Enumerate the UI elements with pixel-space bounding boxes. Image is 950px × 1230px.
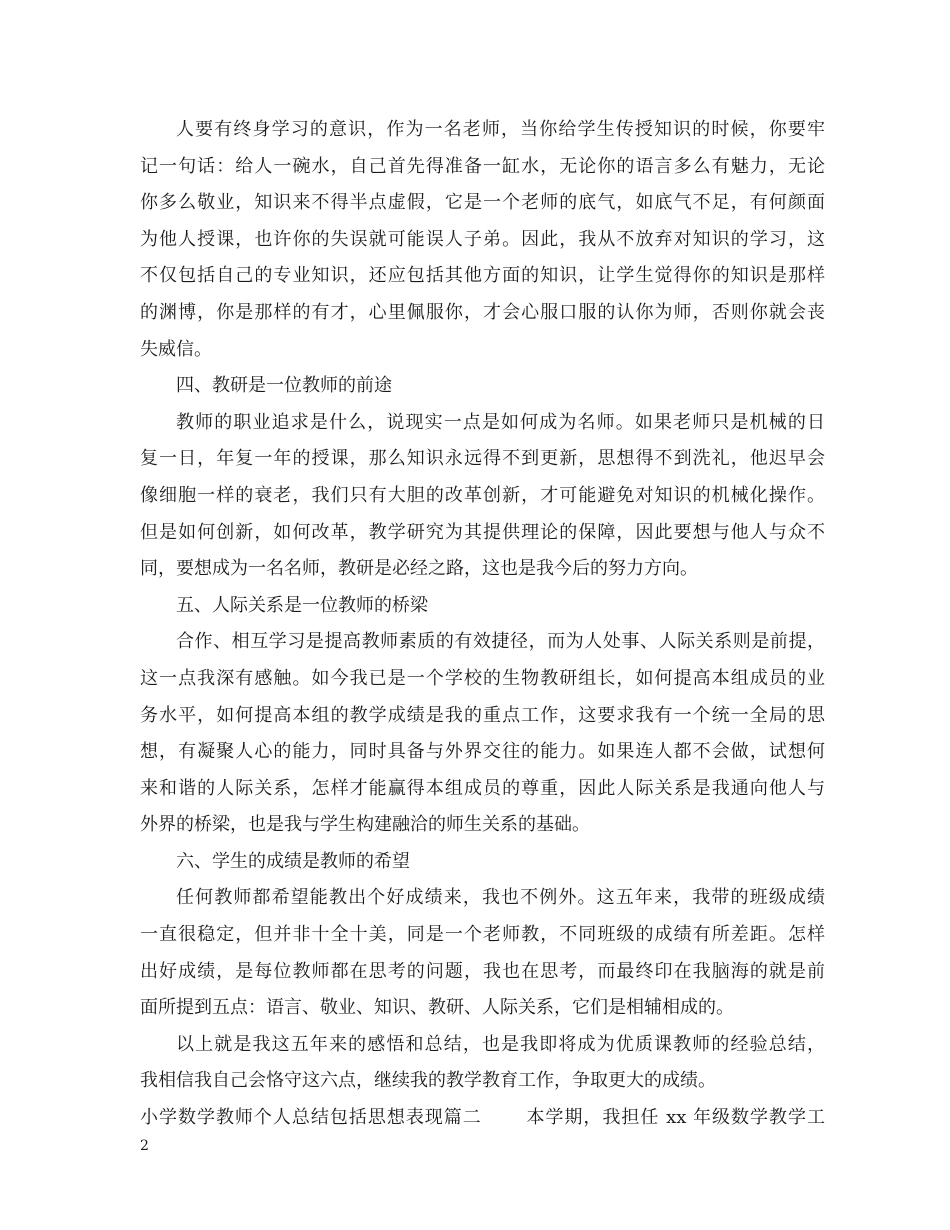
paragraph-line: 以上就是我这五年来的感悟和总结，也是我即将成为优质课教师的经验总结，	[176, 1033, 825, 1055]
paragraph-line: 外界的桥梁，也是我与学生构建融洽的师生关系的基础。	[140, 814, 590, 836]
paragraph-line: 小学数学教师个人总结包括思想表现篇二 本学期，我担任 xx 年级数学教学工	[140, 1107, 825, 1129]
paragraph-line: 人要有终身学习的意识，作为一名老师，当你给学生传授知识的时候，你要牢	[176, 119, 825, 140]
paragraph-line: 这一点我深有感触。如今我已是一个学校的生物教研组长，如何提高本组成员的业	[140, 667, 825, 689]
paragraph-line: 不仅包括自己的专业知识，还应包括其他方面的知识，让学生觉得你的知识是那样	[140, 265, 825, 287]
paragraph-line: 出好成绩，是每位教师都在思考的问题，我也在思考，而最终印在我脑海的就是前	[140, 960, 825, 982]
paragraph-line: 的渊博，你是那样的有才，心里佩服你，才会心服口服的认你为师，否则你就会丧	[140, 301, 825, 323]
paragraph-line: 面所提到五点：语言、敬业、知识、教研、人际关系，它们是相辅相成的。	[140, 997, 734, 1019]
section-heading: 五、人际关系是一位教师的桥梁	[176, 594, 428, 616]
paragraph-line: 但是如何创新，如何改革，教学研究为其提供理论的保障，因此要想与他人与众不	[140, 521, 825, 543]
page-number: 2	[140, 1138, 149, 1154]
paragraph-line: 失威信。	[140, 338, 212, 360]
paragraph-line: 来和谐的人际关系，怎样才能赢得本组成员的尊重，因此人际关系是我通向他人与	[140, 777, 825, 799]
paragraph-line: 记一句话：给人一碗水，自己首先得准备一缸水，无论你的语言多么有魅力，无论	[140, 155, 825, 177]
paragraph-line: 像细胞一样的衰老，我们只有大胆的改革创新，才可能避免对知识的机械化操作。	[140, 484, 825, 506]
paragraph-line: 复一日，年复一年的授课，那么知识永远得不到更新，思想得不到洗礼，他迟早会	[140, 448, 825, 470]
paragraph-line: 同，要想成为一名名师，教研是必经之路，这也是我今后的努力方向。	[140, 558, 698, 580]
paragraph-line: 你多么敬业，知识来不得半点虚假，它是一个老师的底气，如底气不足，有何颜面	[140, 192, 825, 214]
paragraph-line: 为他人授课，也许你的失误就可能误人子弟。因此，我从不放弃对知识的学习，这	[140, 228, 825, 250]
paragraph-line: 任何教师都希望能教出个好成绩来，我也不例外。这五年来，我带的班级成绩	[176, 887, 825, 909]
section-heading: 六、学生的成绩是教师的希望	[176, 850, 410, 872]
paragraph-line: 合作、相互学习是提高教师素质的有效捷径，而为人处事、人际关系则是前提，	[176, 631, 825, 653]
paragraph-line: 务水平，如何提高本组的教学成绩是我的重点工作，这要求我有一个统一全局的思	[140, 704, 825, 726]
section-heading: 四、教研是一位教师的前途	[176, 375, 392, 397]
paragraph-line: 我相信我自己会恪守这六点，继续我的教学教育工作，争取更大的成绩。	[140, 1070, 716, 1092]
paragraph-line: 想，有凝聚人心的能力，同时具备与外界交往的能力。如果连人都不会做，试想何	[140, 741, 825, 763]
paragraph-line: 一直很稳定，但并非十全十美，同是一个老师教，不同班级的成绩有所差距。怎样	[140, 924, 825, 946]
paragraph-line: 教师的职业追求是什么，说现实一点是如何成为名师。如果老师只是机械的日	[176, 411, 825, 433]
document-body	[140, 112, 825, 1137]
